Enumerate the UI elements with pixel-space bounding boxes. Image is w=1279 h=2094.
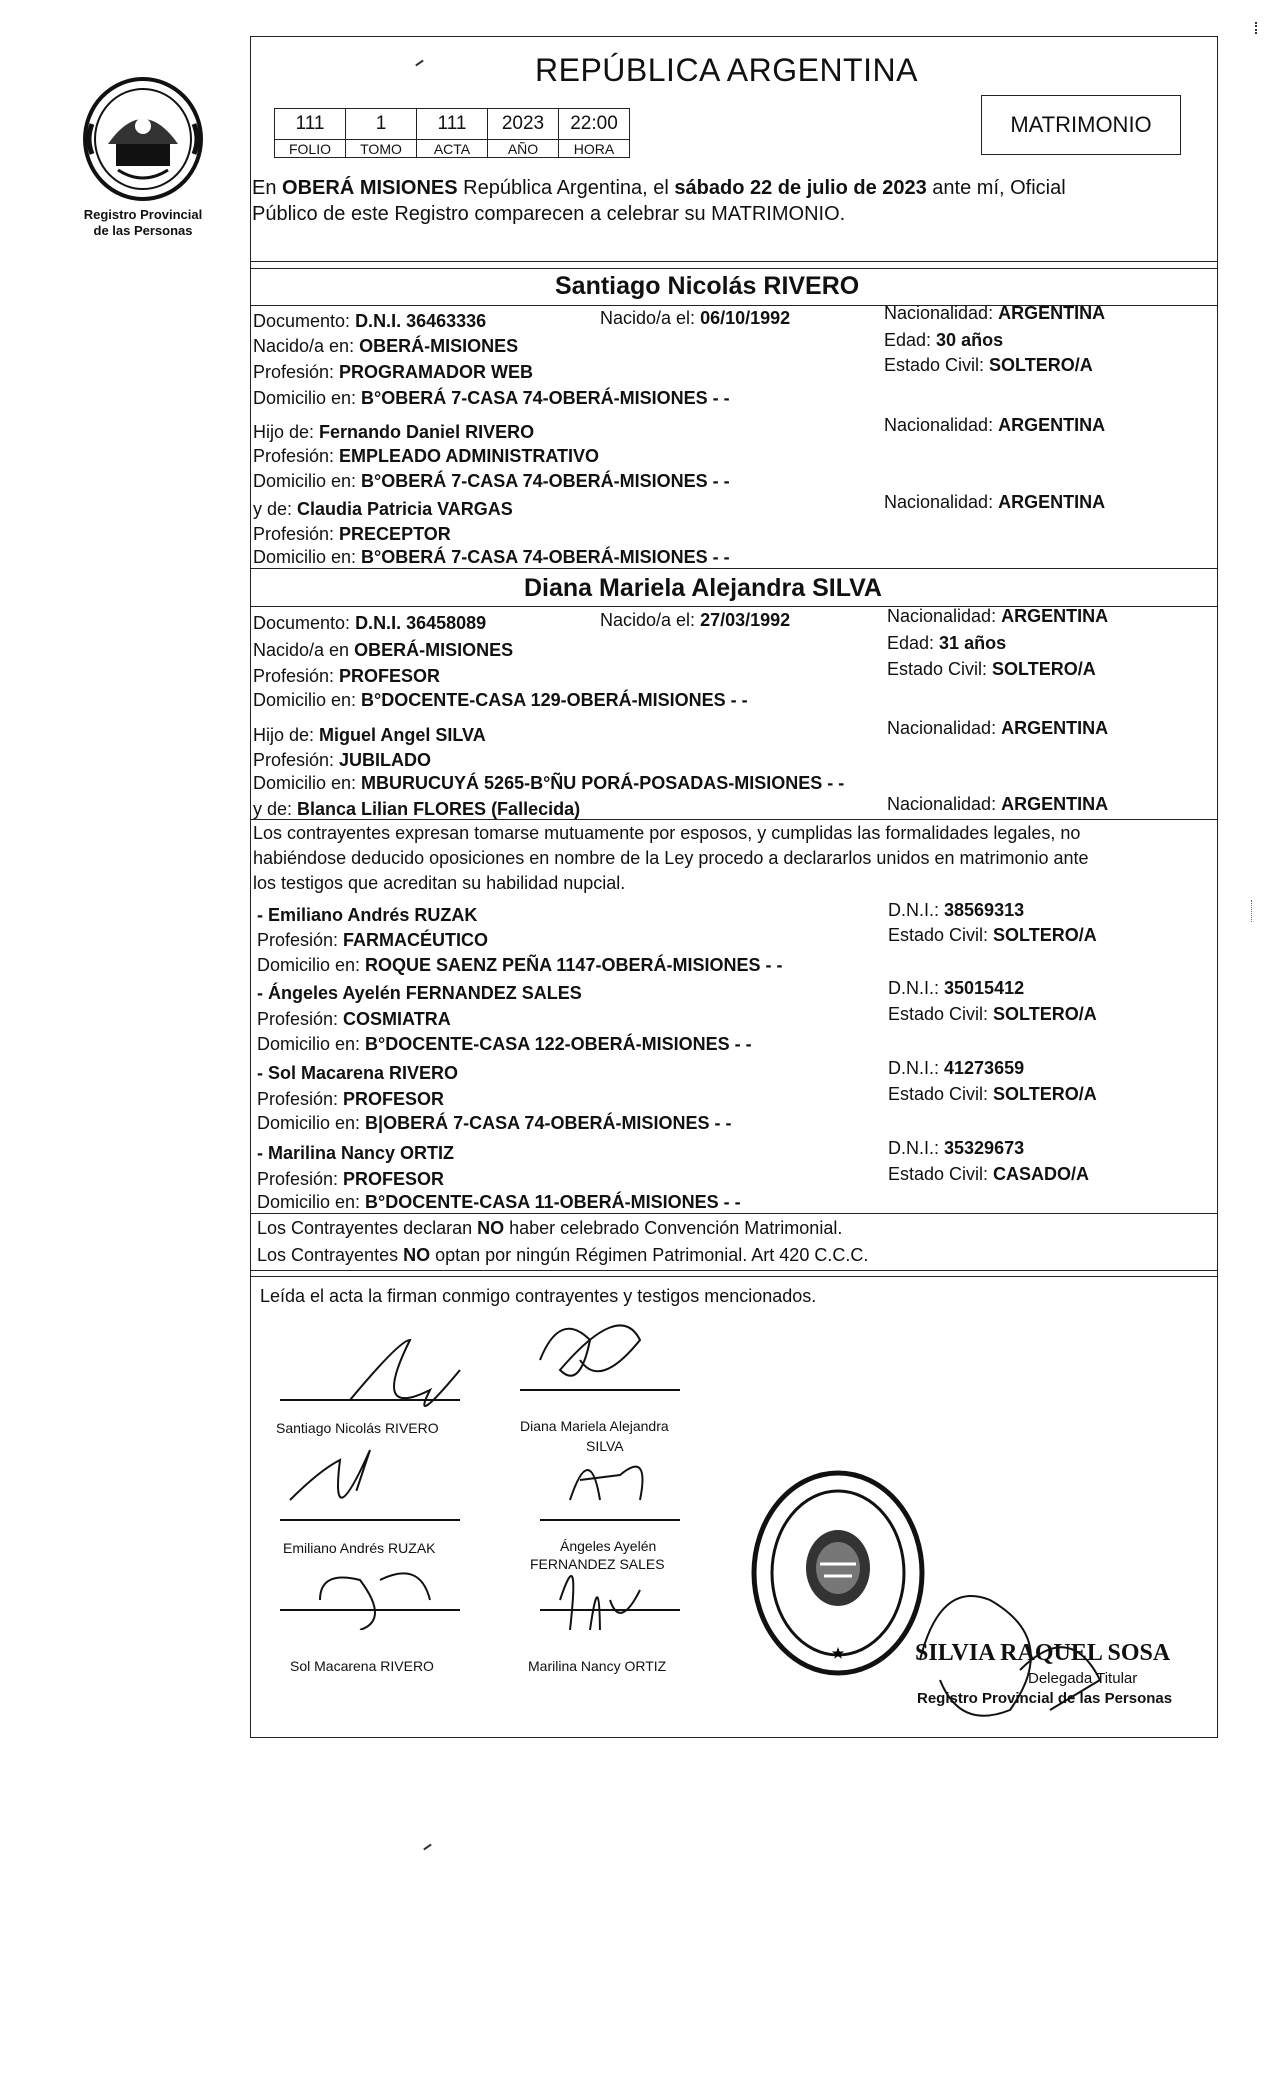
spouse2-age: [887, 633, 1006, 654]
value: PROFESOR: [343, 1089, 445, 1109]
spouse1-civil-status: [884, 355, 1093, 376]
witness4-civil-status: [888, 1164, 1089, 1185]
value: PRECEPTOR: [339, 524, 451, 544]
label: Domicilio en:: [253, 547, 362, 567]
value: CASADO/A: [993, 1164, 1090, 1184]
label: Estado Civil:: [888, 925, 994, 945]
value: ROQUE SAENZ PEÑA 1147-OBERÁ-MISIONES - -: [365, 955, 783, 975]
label: Nacionalidad:: [887, 606, 1002, 626]
label: Domicilio en:: [253, 773, 362, 793]
label: Domicilio en:: [253, 690, 362, 710]
value: 41273659: [944, 1058, 1025, 1078]
act-type-label: MATRIMONIO: [1010, 112, 1152, 137]
value: MBURUCUYÁ 5265-B°ÑU PORÁ-POSADAS-MISIONES - -: [361, 773, 845, 793]
folio-value: 111: [275, 109, 346, 140]
text: haber celebrado Convención Matrimonial.: [504, 1218, 843, 1238]
value: ARGENTINA: [1001, 794, 1109, 814]
document-title: REPÚBLICA ARGENTINA: [535, 52, 918, 88]
value: 35015412: [944, 978, 1025, 998]
value: Fernando Daniel RIVERO: [319, 422, 535, 442]
value: OBERÁ-MISIONES: [354, 640, 514, 660]
spouse1-father: [253, 422, 534, 443]
value: D.N.I. 36458089: [355, 613, 487, 633]
spouse1-doc: [253, 311, 486, 332]
value: SOLTERO/A: [993, 1084, 1097, 1104]
value: PROGRAMADOR WEB: [339, 362, 534, 382]
label: Domicilio en:: [253, 388, 362, 408]
spouse1-nationality: [884, 303, 1105, 324]
hora-label: HORA: [559, 140, 630, 158]
declaration-line-3: los testigos que acreditan su habilidad nupcial.: [253, 873, 626, 893]
acta-value: 111: [417, 109, 488, 140]
label: Domicilio en:: [257, 1034, 366, 1054]
label: Nacionalidad:: [884, 303, 999, 323]
value: B°OBERÁ 7-CASA 74-OBERÁ-MISIONES - -: [361, 471, 730, 491]
spouse2-father: [253, 725, 486, 746]
value: 06/10/1992: [700, 308, 791, 328]
divider: [250, 1270, 1218, 1271]
label: Estado Civil:: [888, 1004, 994, 1024]
value: Miguel Angel SILVA: [319, 725, 486, 745]
convention-statement: [257, 1218, 842, 1239]
value: B|OBERÁ 7-CASA 74-OBERÁ-MISIONES - -: [365, 1113, 732, 1133]
spouse2-profession: [253, 666, 440, 687]
intro-text: República Argentina, el: [457, 177, 675, 199]
text: optan por ningún Régimen Patrimonial. Art 420 C.C.C.: [430, 1245, 869, 1265]
spouse1-mother: [253, 499, 513, 520]
signature-label-emiliano: Emiliano Andrés RUZAK: [283, 1540, 436, 1556]
label: Nacionalidad:: [884, 492, 999, 512]
value: SOLTERO/A: [989, 355, 1093, 375]
value: B°DOCENTE-CASA 129-OBERÁ-MISIONES - -: [361, 690, 748, 710]
label: Estado Civil:: [888, 1164, 994, 1184]
value: B°DOCENTE-CASA 122-OBERÁ-MISIONES - -: [365, 1034, 752, 1054]
label: Domicilio en:: [253, 471, 362, 491]
ceremony-place: OBERÁ MISIONES: [282, 177, 458, 199]
spouse1-birthplace: [253, 336, 518, 357]
act-type-box: [981, 95, 1181, 155]
spouse2-father-profession: [253, 750, 431, 771]
signature-diana: [520, 1325, 680, 1390]
spouse2-doc: [253, 613, 486, 634]
signature-label-sol: Sol Macarena RIVERO: [290, 1658, 434, 1674]
witness4-dni: [888, 1138, 1024, 1159]
spouse1-father-profession: [253, 446, 599, 467]
value: B°OBERÁ 7-CASA 74-OBERÁ-MISIONES - -: [361, 547, 730, 567]
label: Nacido/a el:: [600, 610, 701, 630]
label: Profesión:: [257, 1169, 344, 1189]
value: ARGENTINA: [998, 492, 1106, 512]
tomo-value: 1: [346, 109, 417, 140]
signature-santiago: [280, 1340, 460, 1406]
divider: [250, 1276, 1218, 1277]
label: Profesión:: [253, 750, 340, 770]
spouse2-name: Diana Mariela Alejandra SILVA: [524, 574, 882, 602]
label: D.N.I.:: [888, 978, 945, 998]
spouse2-father-address: [253, 773, 844, 794]
svg-text:★: ★: [831, 1645, 845, 1661]
label: Estado Civil:: [888, 1084, 994, 1104]
signature-strokes: [260, 1300, 800, 1630]
label: Nacido/a el:: [600, 308, 701, 328]
value: SOLTERO/A: [993, 925, 1097, 945]
witness2-address: [257, 1034, 752, 1055]
page-corner-mark: [1255, 22, 1260, 34]
tick-mark: [423, 1844, 432, 1851]
label: y de:: [253, 799, 298, 819]
label: Estado Civil:: [887, 659, 993, 679]
label: Nacido/a en: [253, 640, 355, 660]
spouse1-father-address: [253, 471, 730, 492]
province-seal-icon: [78, 74, 208, 204]
spouse2-nationality: [887, 606, 1108, 627]
value: OBERÁ-MISIONES: [359, 336, 519, 356]
intro-text: En: [252, 177, 283, 199]
value: PROFESOR: [339, 666, 441, 686]
witness2-dni: [888, 978, 1024, 999]
hora-value: 22:00: [559, 109, 630, 140]
signature-label-diana-2: SILVA: [586, 1438, 624, 1454]
value: 38569313: [944, 900, 1025, 920]
value: Blanca Lilian FLORES (Fallecida): [297, 799, 581, 819]
signature-marilina: [540, 1576, 680, 1630]
divider: [250, 1213, 1218, 1214]
spouse2-mother: [253, 799, 580, 820]
text: Los Contrayentes: [257, 1245, 404, 1265]
signature-label-angeles-1: Ángeles Ayelén: [560, 1538, 657, 1554]
value: B°OBERÁ 7-CASA 74-OBERÁ-MISIONES - -: [361, 388, 730, 408]
acta-label: ACTA: [417, 140, 488, 158]
intro-text: ante mí, Oficial: [926, 177, 1066, 199]
label: y de:: [253, 499, 298, 519]
witness3-address: [257, 1113, 731, 1134]
spouse2-mother-nationality: [887, 794, 1108, 815]
provincial-logo: [78, 74, 208, 204]
signature-label-angeles-2: FERNANDEZ SALES: [530, 1556, 665, 1572]
label: Profesión:: [257, 930, 344, 950]
value: SOLTERO/A: [992, 659, 1096, 679]
value: JUBILADO: [339, 750, 432, 770]
label: Profesión:: [257, 1089, 344, 1109]
ceremony-date: sábado 22 de julio de 2023: [674, 177, 927, 199]
value: FARMACÉUTICO: [343, 930, 489, 950]
label: Edad:: [887, 633, 940, 653]
logo-caption-line1: Registro Provincial: [83, 207, 203, 222]
value: ARGENTINA: [998, 415, 1106, 435]
label: Nacionalidad:: [884, 415, 999, 435]
divider: [250, 568, 1218, 569]
divider: [250, 268, 1218, 269]
anio-label: AÑO: [488, 140, 559, 158]
witness4-profession: [257, 1169, 444, 1190]
value: 31 años: [939, 633, 1007, 653]
label: Nacido/a en:: [253, 336, 360, 356]
official-name: SILVIA RAQUEL SOSA: [915, 1640, 1171, 1666]
value: COSMIATRA: [343, 1009, 451, 1029]
logo-caption-line2: de las Personas: [93, 223, 193, 238]
signature-label-marilina: Marilina Nancy ORTIZ: [528, 1658, 667, 1674]
intro-line-1: [252, 177, 1066, 200]
signature-sol: [280, 1573, 460, 1630]
spouse1-born: [600, 308, 790, 329]
value: Claudia Patricia VARGAS: [297, 499, 513, 519]
label: D.N.I.:: [888, 900, 945, 920]
spouse1-mother-profession: [253, 524, 451, 545]
witness3-profession: [257, 1089, 444, 1110]
label: Hijo de:: [253, 422, 320, 442]
tomo-label: TOMO: [346, 140, 417, 158]
text: Los Contrayentes declaran: [257, 1218, 478, 1238]
witness1-address: [257, 955, 782, 976]
label: Profesión:: [257, 1009, 344, 1029]
label: Documento:: [253, 613, 356, 633]
value: 35329673: [944, 1138, 1025, 1158]
folio-label: FOLIO: [275, 140, 346, 158]
witness1-civil-status: [888, 925, 1097, 946]
signature-angeles: [540, 1467, 680, 1520]
value: B°DOCENTE-CASA 11-OBERÁ-MISIONES - -: [365, 1192, 741, 1212]
official-organization: Registro Provincial de las Personas: [917, 1690, 1173, 1707]
label: Profesión:: [253, 446, 340, 466]
label: Nacionalidad:: [887, 718, 1002, 738]
label: Edad:: [884, 330, 937, 350]
spouse2-born: [600, 610, 790, 631]
official-role: Delegada Titular: [1028, 1670, 1138, 1687]
spouse2-civil-status: [887, 659, 1096, 680]
signature-intro: Leída el acta la firman conmigo contrayentes y testigos mencionados.: [260, 1286, 817, 1306]
witness3-dni: [888, 1058, 1024, 1079]
witness4-address: [257, 1192, 741, 1213]
spouse1-mother-nationality: [884, 492, 1105, 513]
value: 27/03/1992: [700, 610, 791, 630]
label: Domicilio en:: [257, 955, 366, 975]
label: Domicilio en:: [257, 1192, 366, 1212]
label: Domicilio en:: [257, 1113, 366, 1133]
signature-label-diana-1: Diana Mariela Alejandra: [520, 1418, 669, 1434]
spouse1-name: Santiago Nicolás RIVERO: [555, 272, 860, 300]
label: Profesión:: [253, 362, 340, 382]
witness1-profession: [257, 930, 488, 951]
value: SOLTERO/A: [993, 1004, 1097, 1024]
witness3-civil-status: [888, 1084, 1097, 1105]
witness2-profession: [257, 1009, 451, 1030]
divider: [250, 261, 1218, 262]
declaration-line-1: Los contrayentes expresan tomarse mutuamente por esposos, y cumplidas las formalidades legales, no: [253, 823, 1081, 843]
spouse1-address: [253, 388, 730, 409]
spouse1-father-nationality: [884, 415, 1105, 436]
witness1-dni: [888, 900, 1024, 921]
logo-caption: [60, 207, 226, 239]
spouse2-birthplace: [253, 640, 513, 661]
label: Profesión:: [253, 666, 340, 686]
value: PROFESOR: [343, 1169, 445, 1189]
witness2-name: - Ángeles Ayelén FERNANDEZ SALES: [257, 983, 582, 1003]
witness2-civil-status: [888, 1004, 1097, 1025]
value: ARGENTINA: [998, 303, 1106, 323]
witness4-name: - Marilina Nancy ORTIZ: [257, 1143, 455, 1163]
spouse1-mother-address: [253, 547, 730, 568]
witness1-name: - Emiliano Andrés RUZAK: [257, 905, 478, 925]
value: EMPLEADO ADMINISTRATIVO: [339, 446, 600, 466]
label: Profesión:: [253, 524, 340, 544]
label: Nacionalidad:: [887, 794, 1002, 814]
witness3-name: - Sol Macarena RIVERO: [257, 1063, 459, 1083]
value: 30 años: [936, 330, 1004, 350]
label: Estado Civil:: [884, 355, 990, 375]
label: D.N.I.:: [888, 1138, 945, 1158]
declaration-line-2: habiéndose deducido oposiciones en nombre de la Ley procedo a declararlos unidos en matrimonio ante: [253, 848, 1089, 868]
margin-mark: [1251, 900, 1252, 922]
label: Documento:: [253, 311, 356, 331]
divider: [250, 819, 1218, 820]
anio-value: 2023: [488, 109, 559, 140]
text-bold: NO: [403, 1245, 431, 1265]
signature-emiliano: [280, 1450, 460, 1520]
regime-statement: [257, 1245, 868, 1266]
value: ARGENTINA: [1001, 718, 1109, 738]
value: ARGENTINA: [1001, 606, 1109, 626]
intro-line-2: Público de este Registro comparecen a celebrar su MATRIMONIO.: [252, 203, 846, 225]
spouse1-profession: [253, 362, 533, 383]
label: D.N.I.:: [888, 1058, 945, 1078]
registry-table: [274, 108, 630, 158]
spouse2-address: [253, 690, 748, 711]
label: Hijo de:: [253, 725, 320, 745]
spouse2-father-nationality: [887, 718, 1108, 739]
spouse1-age: [884, 330, 1003, 351]
value: D.N.I. 36463336: [355, 311, 487, 331]
signature-label-santiago: Santiago Nicolás RIVERO: [276, 1420, 439, 1436]
text-bold: NO: [477, 1218, 505, 1238]
